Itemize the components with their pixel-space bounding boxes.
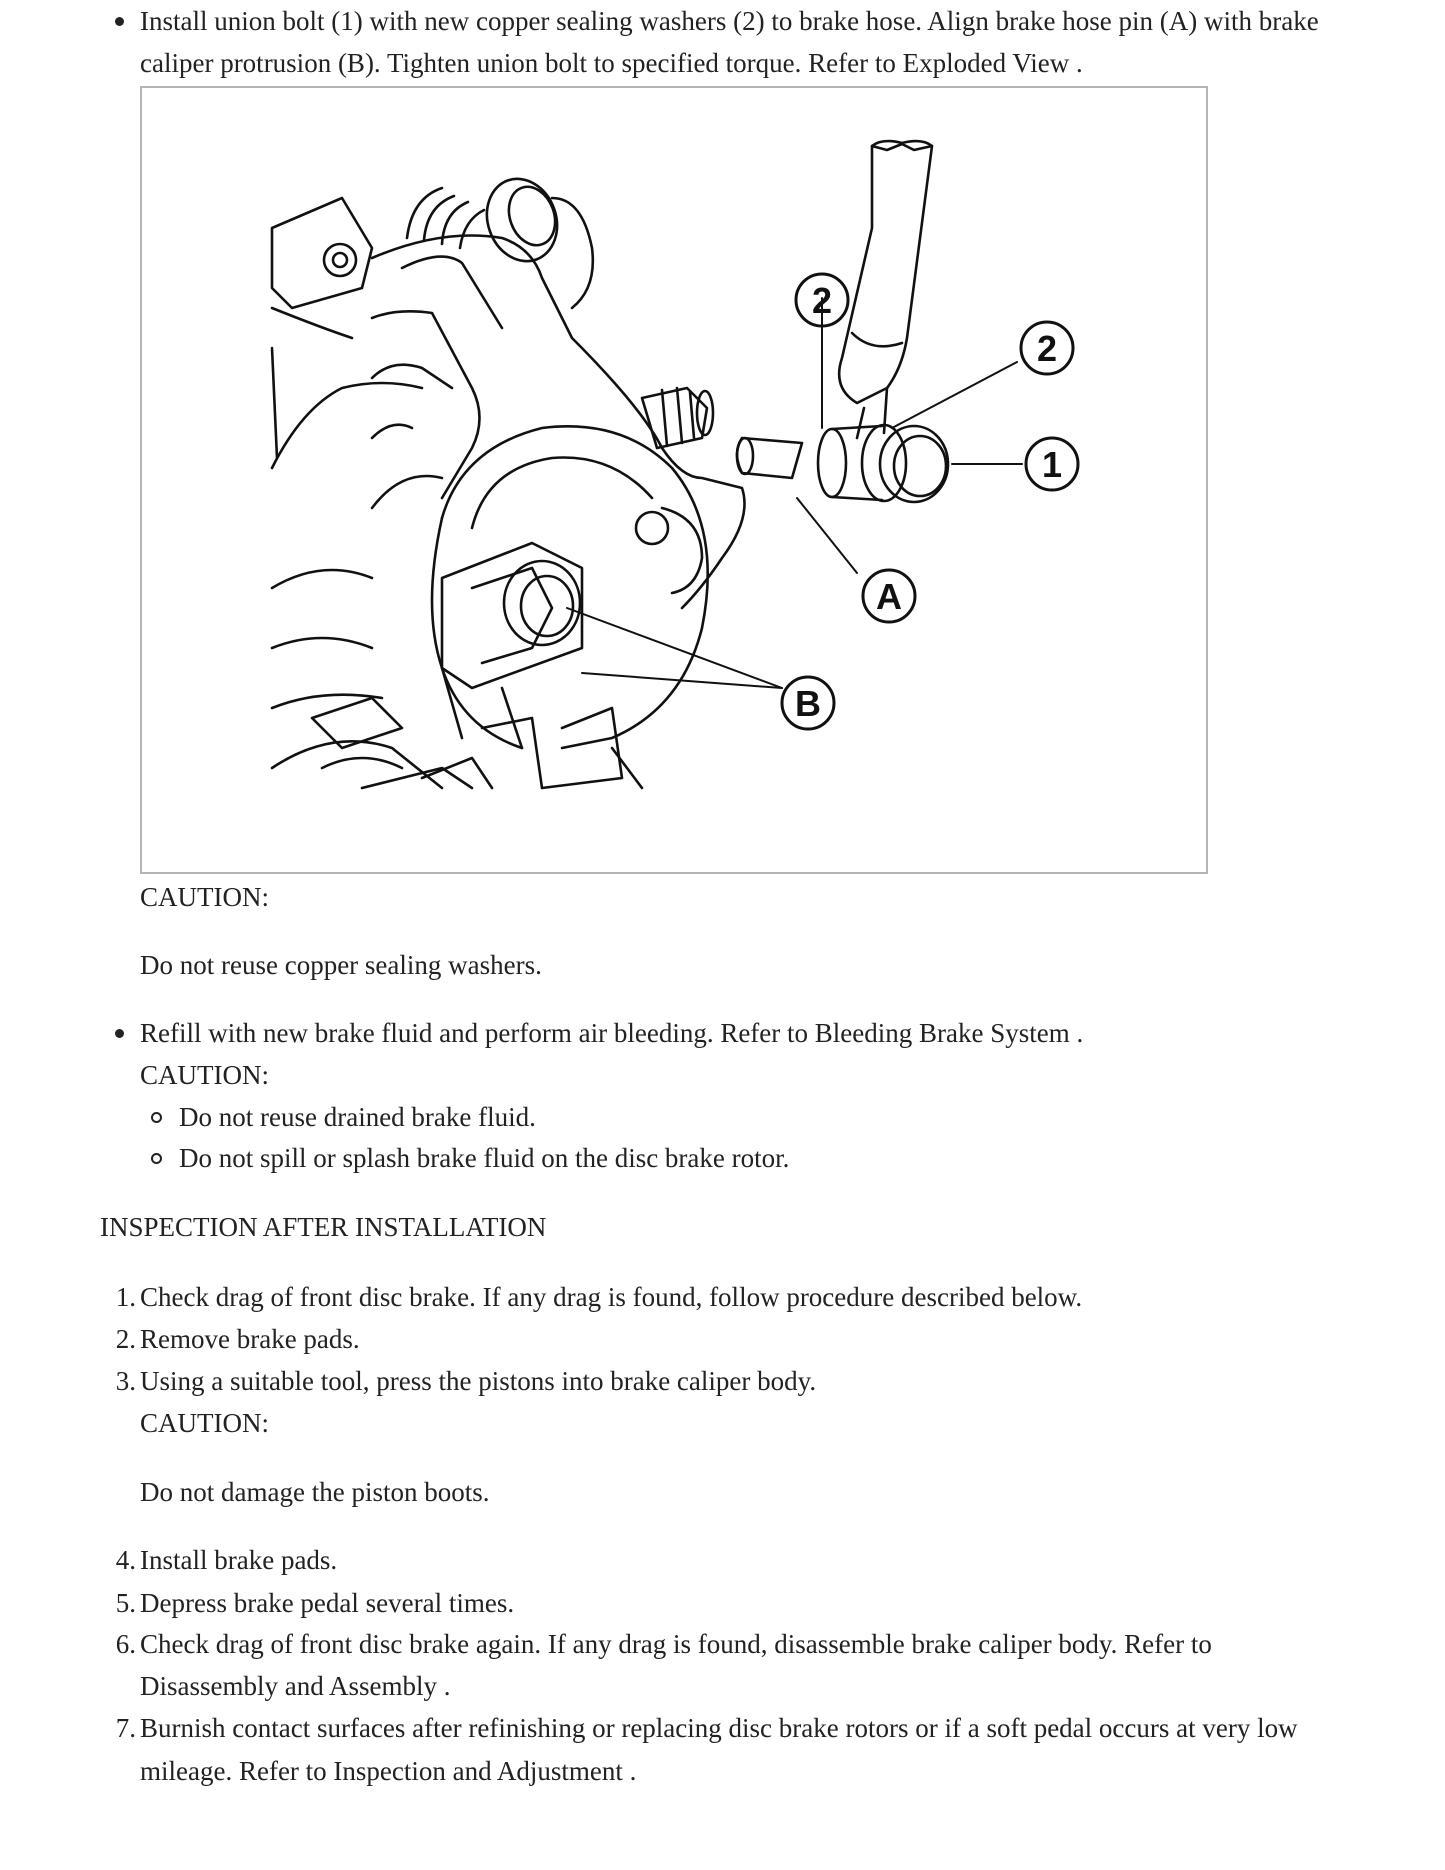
list-bullet — [115, 1029, 124, 1038]
inspection-step-text: Check drag of front disc brake again. If any drag is found, disassemble brake caliper body. Refer to — [140, 1629, 1212, 1659]
inspection-step-text: Using a suitable tool, press the pistons into brake caliper body. — [140, 1366, 817, 1396]
list-bullet — [115, 17, 124, 26]
caution-text: Do not damage the piston boots. — [140, 1477, 490, 1507]
leader-line-a — [797, 498, 857, 573]
list-sub-bullet — [151, 1153, 162, 1164]
step-number: 2. — [115, 1324, 136, 1354]
caution-item: Do not spill or splash brake fluid on the disc brake rotor. — [179, 1143, 790, 1173]
inspection-step-text-cont: Disassembly and Assembly . — [140, 1671, 451, 1701]
callout-label-b: B — [795, 683, 821, 724]
callout-label-2-top: 2 — [811, 280, 833, 321]
callout-label-1: 1 — [1041, 444, 1063, 485]
caliper-protrusion — [442, 543, 582, 688]
inspection-step-text: Check drag of front disc brake. If any drag is found, follow procedure described below. — [140, 1282, 1083, 1312]
inspection-step-text: Burnish contact surfaces after refinishing or replacing disc brake rotors or if a soft pedal occurs at very low — [140, 1713, 1298, 1743]
step-number: 7. — [115, 1713, 136, 1743]
step-union-bolt-line1: Install union bolt (1) with new copper sealing washers (2) to brake hose. Align brake hose pin (A) with brake — [140, 6, 1319, 36]
step-number: 5. — [115, 1588, 136, 1618]
piston-housing — [442, 426, 708, 748]
step-number: 1. — [115, 1282, 136, 1312]
caution-label: CAUTION: — [140, 1408, 269, 1438]
brake-caliper-illustration — [140, 86, 1208, 874]
step-number: 6. — [115, 1629, 136, 1659]
caution-label: CAUTION: — [140, 1060, 269, 1090]
section-heading: INSPECTION AFTER INSTALLATION — [100, 1212, 547, 1242]
callout-label-2-right: 2 — [1036, 328, 1058, 369]
caliper-body-outline — [372, 236, 745, 609]
inspection-step-text: Remove brake pads. — [140, 1324, 360, 1354]
leader-line-2-right — [892, 362, 1017, 428]
step-refill-text: Refill with new brake fluid and perform air bleeding. Refer to Bleeding Brake System . — [140, 1018, 1084, 1048]
inspection-step-text: Depress brake pedal several times. — [140, 1588, 515, 1618]
leader-line-b1 — [567, 608, 782, 688]
brake-hose — [839, 141, 932, 403]
list-sub-bullet — [151, 1112, 162, 1123]
step-union-bolt-line2: caliper protrusion (B). Tighten union bolt to specified torque. Refer to Exploded View . — [140, 48, 1083, 78]
caution-item: Do not reuse drained brake fluid. — [179, 1102, 536, 1132]
step-number: 4. — [115, 1545, 136, 1575]
callout-label-a: A — [876, 576, 902, 617]
caution-label: CAUTION: — [140, 882, 269, 912]
inspection-step-text: Install brake pads. — [140, 1545, 338, 1575]
caution-text: Do not reuse copper sealing washers. — [140, 950, 542, 980]
step-number: 3. — [115, 1366, 136, 1396]
inspection-step-text-cont: mileage. Refer to Inspection and Adjustment . — [140, 1756, 637, 1786]
